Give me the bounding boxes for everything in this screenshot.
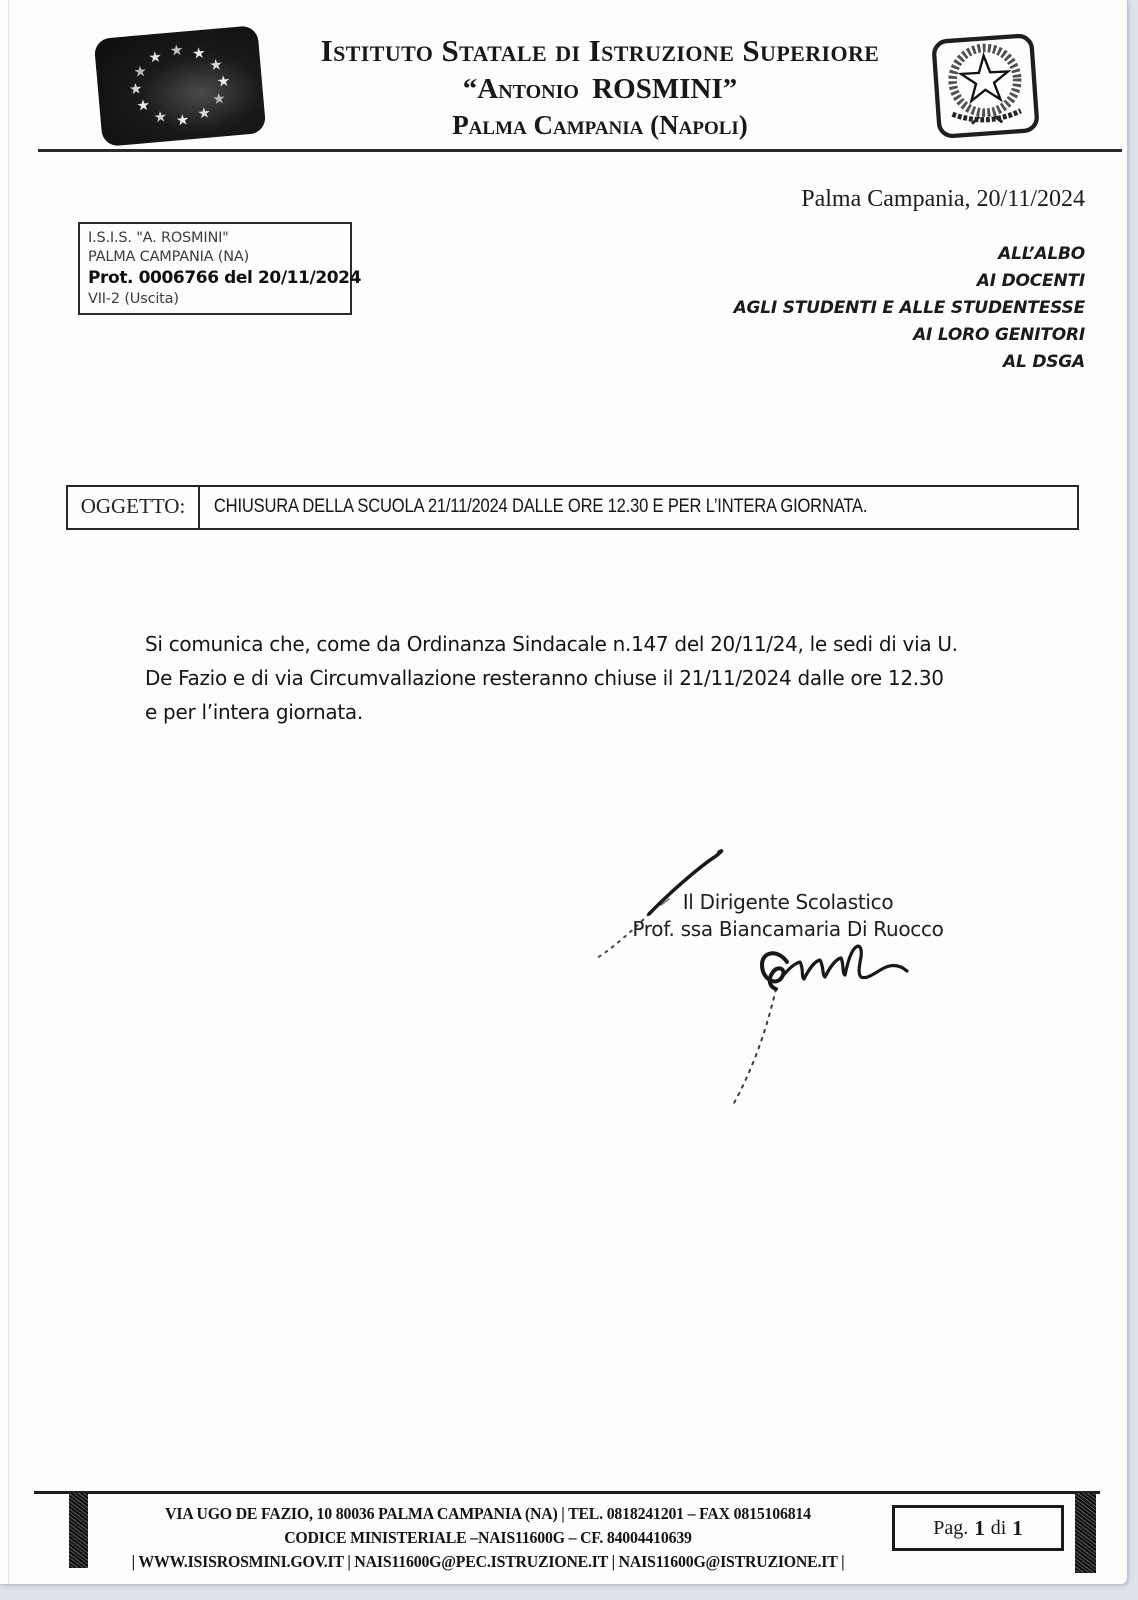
recipient: AL DSGA [1003,352,1085,372]
subject-table [66,485,1079,530]
body-line: Si comunica che, come da Ordinanza Sindacale n.147 del 20/11/24, le sedi di via U. [145,632,958,656]
subject-text: CHIUSURA DELLA SCUOLA 21/11/2024 DALLE ORE 12.30 E PER L’INTERA GIORNATA. [213,496,868,517]
page-label: Pag. [933,1516,969,1539]
eu-star-icon: ★ [191,43,207,63]
footer-web-line: | WWW.ISISROSMINI.GOV.IT | NAIS11600G@PEC.ISTRUZIONE.IT | NAIS11600G@ISTRUZIONE.IT | [131,1552,845,1571]
eu-star-icon: ★ [135,95,151,115]
eu-star-icon: ★ [132,61,148,81]
eu-star-icon: ★ [147,47,163,67]
eu-star-icon: ★ [211,89,227,109]
protocol-number: Prot. 0006766 del 20/11/2024 [88,268,362,288]
header-divider [38,149,1122,152]
place-and-date: Palma Campania, 20/11/2024 [801,186,1085,212]
eu-flag-icon [94,25,267,147]
eu-star-icon: ★ [175,110,191,130]
protocol-stamp [78,222,362,315]
recipient: AI DOCENTI [976,271,1085,291]
footer-left-mark [69,1493,88,1568]
subject-label: OGGETTO: [68,487,200,528]
institute-location-line: Palma Campania (Napoli) [452,110,748,140]
recipient: ALL’ALBO [998,244,1085,264]
institute-name-line2: “Antonio ROSMINI” [462,73,738,105]
institute-header [280,33,920,141]
signer-name: Prof. ssa Biancamaria Di Ruocco [632,917,944,941]
page-total: 1 [1012,1515,1023,1540]
eu-star-icon: ★ [215,71,231,91]
footer-right-mark [1075,1493,1096,1573]
recipients-list [734,241,1085,376]
footer-address-line: VIA UGO DE FAZIO, 10 80036 PALMA CAMPANIA (NA) | TEL. 0818241201 – FAX 0815106814 [165,1504,811,1523]
footer-code-line: CODICE MINISTERIALE –NAIS11600G – CF. 84004410639 [284,1528,692,1547]
body-line: De Fazio e di via Circumvallazione resteranno chiuse il 21/11/2024 dalle ore 12.30 [145,666,944,690]
signer-role: Il Dirigente Scolastico [682,890,894,914]
handwritten-signature [490,825,990,1125]
page-number-box [892,1505,1064,1551]
eu-star-icon: ★ [152,107,168,127]
eu-star-icon: ★ [208,55,224,75]
institute-name-line1: Istituto Statale di Istruzione Superiore [320,33,880,68]
eu-star-icon: ★ [169,40,185,60]
italy-emblem-icon [928,31,1042,141]
eu-star-icon: ★ [128,79,144,99]
body-line: e per l’intera giornata. [145,700,363,724]
recipient: AGLI STUDENTI E ALLE STUDENTESSE [733,298,1085,318]
recipient: AI LORO GENITORI [913,325,1085,345]
footer-contact-block [96,1502,880,1574]
eu-star-icon: ★ [196,103,212,123]
page-separator: di [990,1516,1007,1539]
protocol-institute: I.S.I.S. "A. ROSMINI" [88,230,229,246]
page-number: 1 [974,1515,985,1540]
body-paragraph [145,627,1065,729]
protocol-location: PALMA CAMPANIA (NA) [88,249,250,265]
page-edge-line [8,0,9,1584]
footer-divider [34,1491,1100,1494]
protocol-classification: VII-2 (Uscita) [88,291,179,307]
